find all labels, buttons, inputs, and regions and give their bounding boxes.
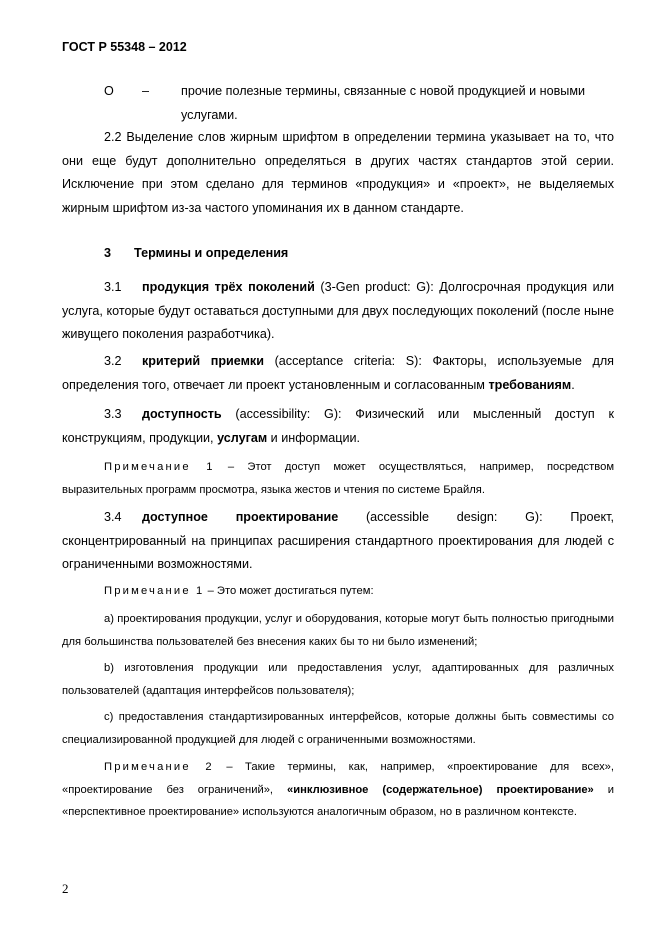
note-text: – Этот доступ может осуществляться, например, посредством выразительных программ просмотра, языка жестов и чтения по системе Брайля. (62, 461, 615, 496)
document-header: ГОСТ Р 55348 – 2012 (62, 40, 187, 54)
section-heading (104, 246, 288, 260)
term-3-2 (62, 350, 614, 397)
item-dash: – (142, 84, 150, 98)
term-name: доступное проектирование (142, 510, 339, 524)
term-emphasis: требованиям (488, 377, 572, 392)
paragraph-2-2: 2.2 Выделение слов жирным шрифтом в определении термина указывает на то, что они еще будут дополнительно определяться в других частях стандартов этой серии. Исключение при этом сделано для терминов «продукция» и «проект», не выделяемых жирным шрифтом из-за частого упоминания их в данном стандарте. (62, 130, 614, 215)
term-number: 3.1 (104, 280, 122, 294)
term-3-4 (62, 506, 614, 577)
note-text: – Это может достигаться путем: (204, 585, 374, 597)
term-number: 3.4 (104, 510, 122, 524)
term-definition: (acceptance criteria: S): Факторы, используемые для определения того, отвечает ли проект установленным и согласованным (62, 354, 614, 392)
page-number: 2 (62, 881, 69, 896)
item-letter: O (104, 84, 114, 98)
term-definition: (3-Gen product: G): Долгосрочная продукция или услуга, которые будут оставаться доступными для двух последующих поколений (после ныне живущего поколения разработчика). (62, 280, 614, 341)
term-name: продукция трёх поколений (142, 280, 315, 294)
list-item-o (62, 80, 614, 127)
note-text: – Такие термины, как, например, «проектирование для всех», «проектирование без ограничений», (62, 761, 614, 796)
note-label: Примечание 1 (104, 585, 205, 597)
note-emphasis: «инклюзивное (содержательное) проектирование» (287, 783, 594, 796)
item-text-cont: услугами. (181, 107, 238, 122)
note-label: Примечание 2 (104, 761, 214, 773)
note-3-3 (62, 456, 614, 501)
term-name: критерий приемки (142, 354, 264, 368)
note-3-4-1 (62, 580, 614, 603)
note-3-4-2 (62, 756, 614, 824)
term-emphasis: услугам (217, 430, 268, 445)
term-definition: (accessible design: G): Проект, сконцентрированный на принципах расширения стандартного проектирования для людей с ограниченными возможностями. (62, 510, 614, 571)
term-definition: (accessibility: G): Физический или мысленный доступ к конструкциям, продукции, (62, 407, 614, 445)
term-name: доступность (142, 407, 222, 421)
term-3-1 (62, 276, 614, 347)
term-number: 3.3 (104, 407, 122, 421)
term-number: 3.2 (104, 354, 122, 368)
item-text: прочие полезные термины, связанные с новой продукцией и новыми (181, 84, 586, 98)
section-title: Термины и определения (134, 246, 289, 260)
list-item-c: с) предоставления стандартизированных интерфейсов, которые должны быть совместимы со специализированной продукцией для людей с ограниченными возможностями. (62, 711, 614, 746)
note-text-end: и «перспективное проектирование» используются аналогичным образом, но в различном контексте. (62, 783, 614, 818)
term-dot: . (571, 377, 575, 392)
term-definition-end: и информации. (267, 430, 361, 445)
list-item-a: а) проектирования продукции, услуг и оборудования, которые могут быть полностью пригодными для большинства пользователей без внесения каких бы то ни было изменений; (62, 613, 614, 648)
term-3-3 (62, 403, 614, 450)
note-label: Примечание 1 (104, 461, 215, 473)
section-number: 3 (104, 246, 112, 260)
list-item-b: b) изготовления продукции или предоставления услуг, адаптированных для различных пользователей (адаптация интерфейсов пользователя); (62, 662, 614, 697)
